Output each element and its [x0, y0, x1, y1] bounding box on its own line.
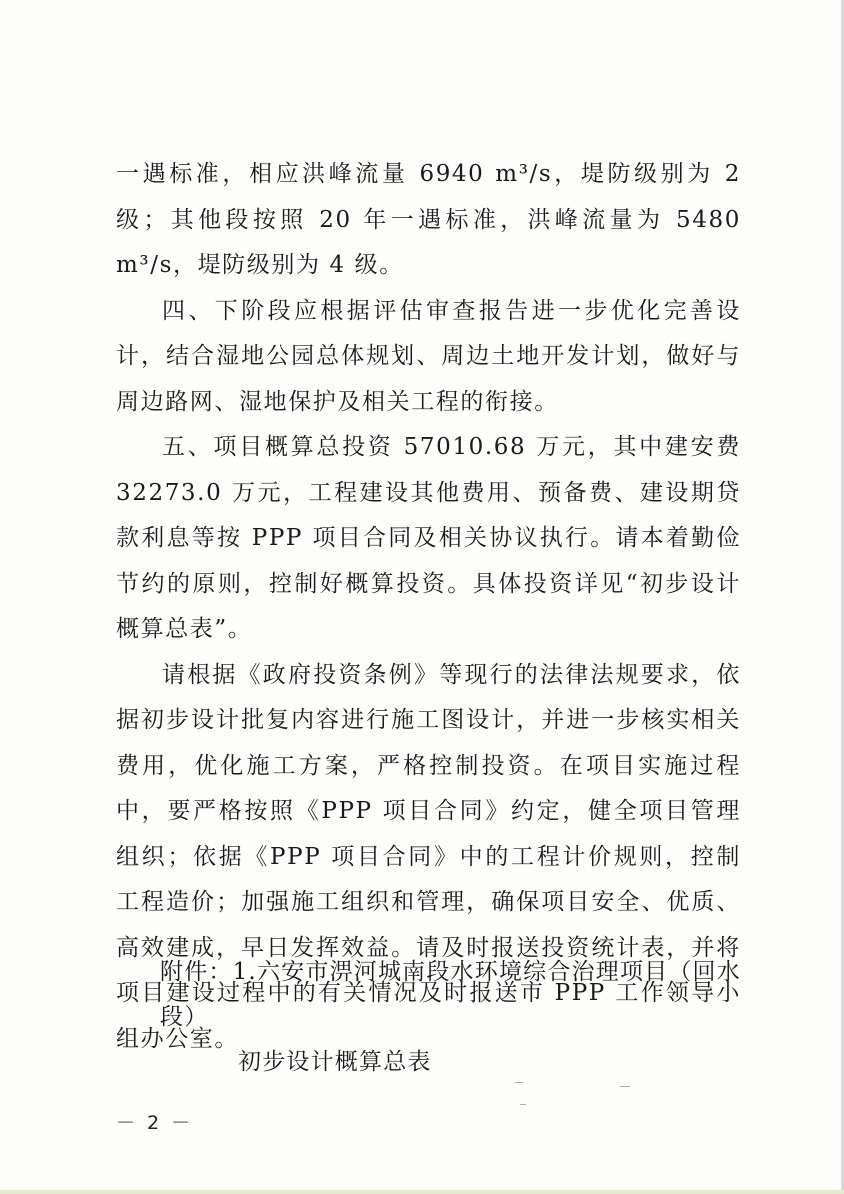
body-text — [116, 152, 741, 1062]
scan-speck — [620, 1086, 630, 1087]
paragraph-requirements: 请根据《政府投资条例》等现行的法律法规要求，依据初步设计批复内容进行施工图设计，并进一步核实相关费用，优化施工方案，严格控制投资。在项目实施过程中，要严格按照《PPP 项目合同》约定，健全项目管理组织；依据《PPP 项目合同》中的工程计价规则，控制工程造价；加强施工组织和管理，确保项目安全、优质、高效建成，早日发挥效益。请及时报送投资统计表，并将项目建设过程中的有关情况及时报送市 PPP 工作领导小组办公室。 — [116, 661, 741, 1052]
attachment-block — [160, 950, 750, 1085]
page-number: － 2 － — [116, 1112, 194, 1134]
scan-edge-bottom — [0, 1190, 844, 1194]
scan-speck — [520, 1104, 526, 1105]
scan-speck — [515, 1082, 523, 1083]
paragraph-continuation: 一遇标准，相应洪峰流量 6940 m³/s，堤防级别为 2 级；其他段按照 20 年一遇标准，洪峰流量为 5480 m³/s，堤防级别为 4 级。 — [116, 161, 741, 278]
attachment-line-2: 初步设计概算总表 — [238, 1049, 432, 1075]
paragraph-item-4: 四、下阶段应根据评估审查报告进一步优化完善设计，结合湿地公园总体规划、周边土地开发计划，做好与周边路网、湿地保护及相关工程的衔接。 — [116, 297, 741, 415]
attachment-line-1: 附件：1.六安市淠河城南段水环境综合治理项目（回水段） — [160, 959, 741, 1030]
paragraph-item-5: 五、项目概算总投资 57010.68 万元，其中建安费 32273.0 万元，工程建设其他费用、预备费、建设期贷款利息等按 PPP 项目合同及相关协议执行。请本着勤俭节约的原则，控制好概算投资。具体投资详见“初步设计概算总表”。 — [116, 434, 741, 642]
